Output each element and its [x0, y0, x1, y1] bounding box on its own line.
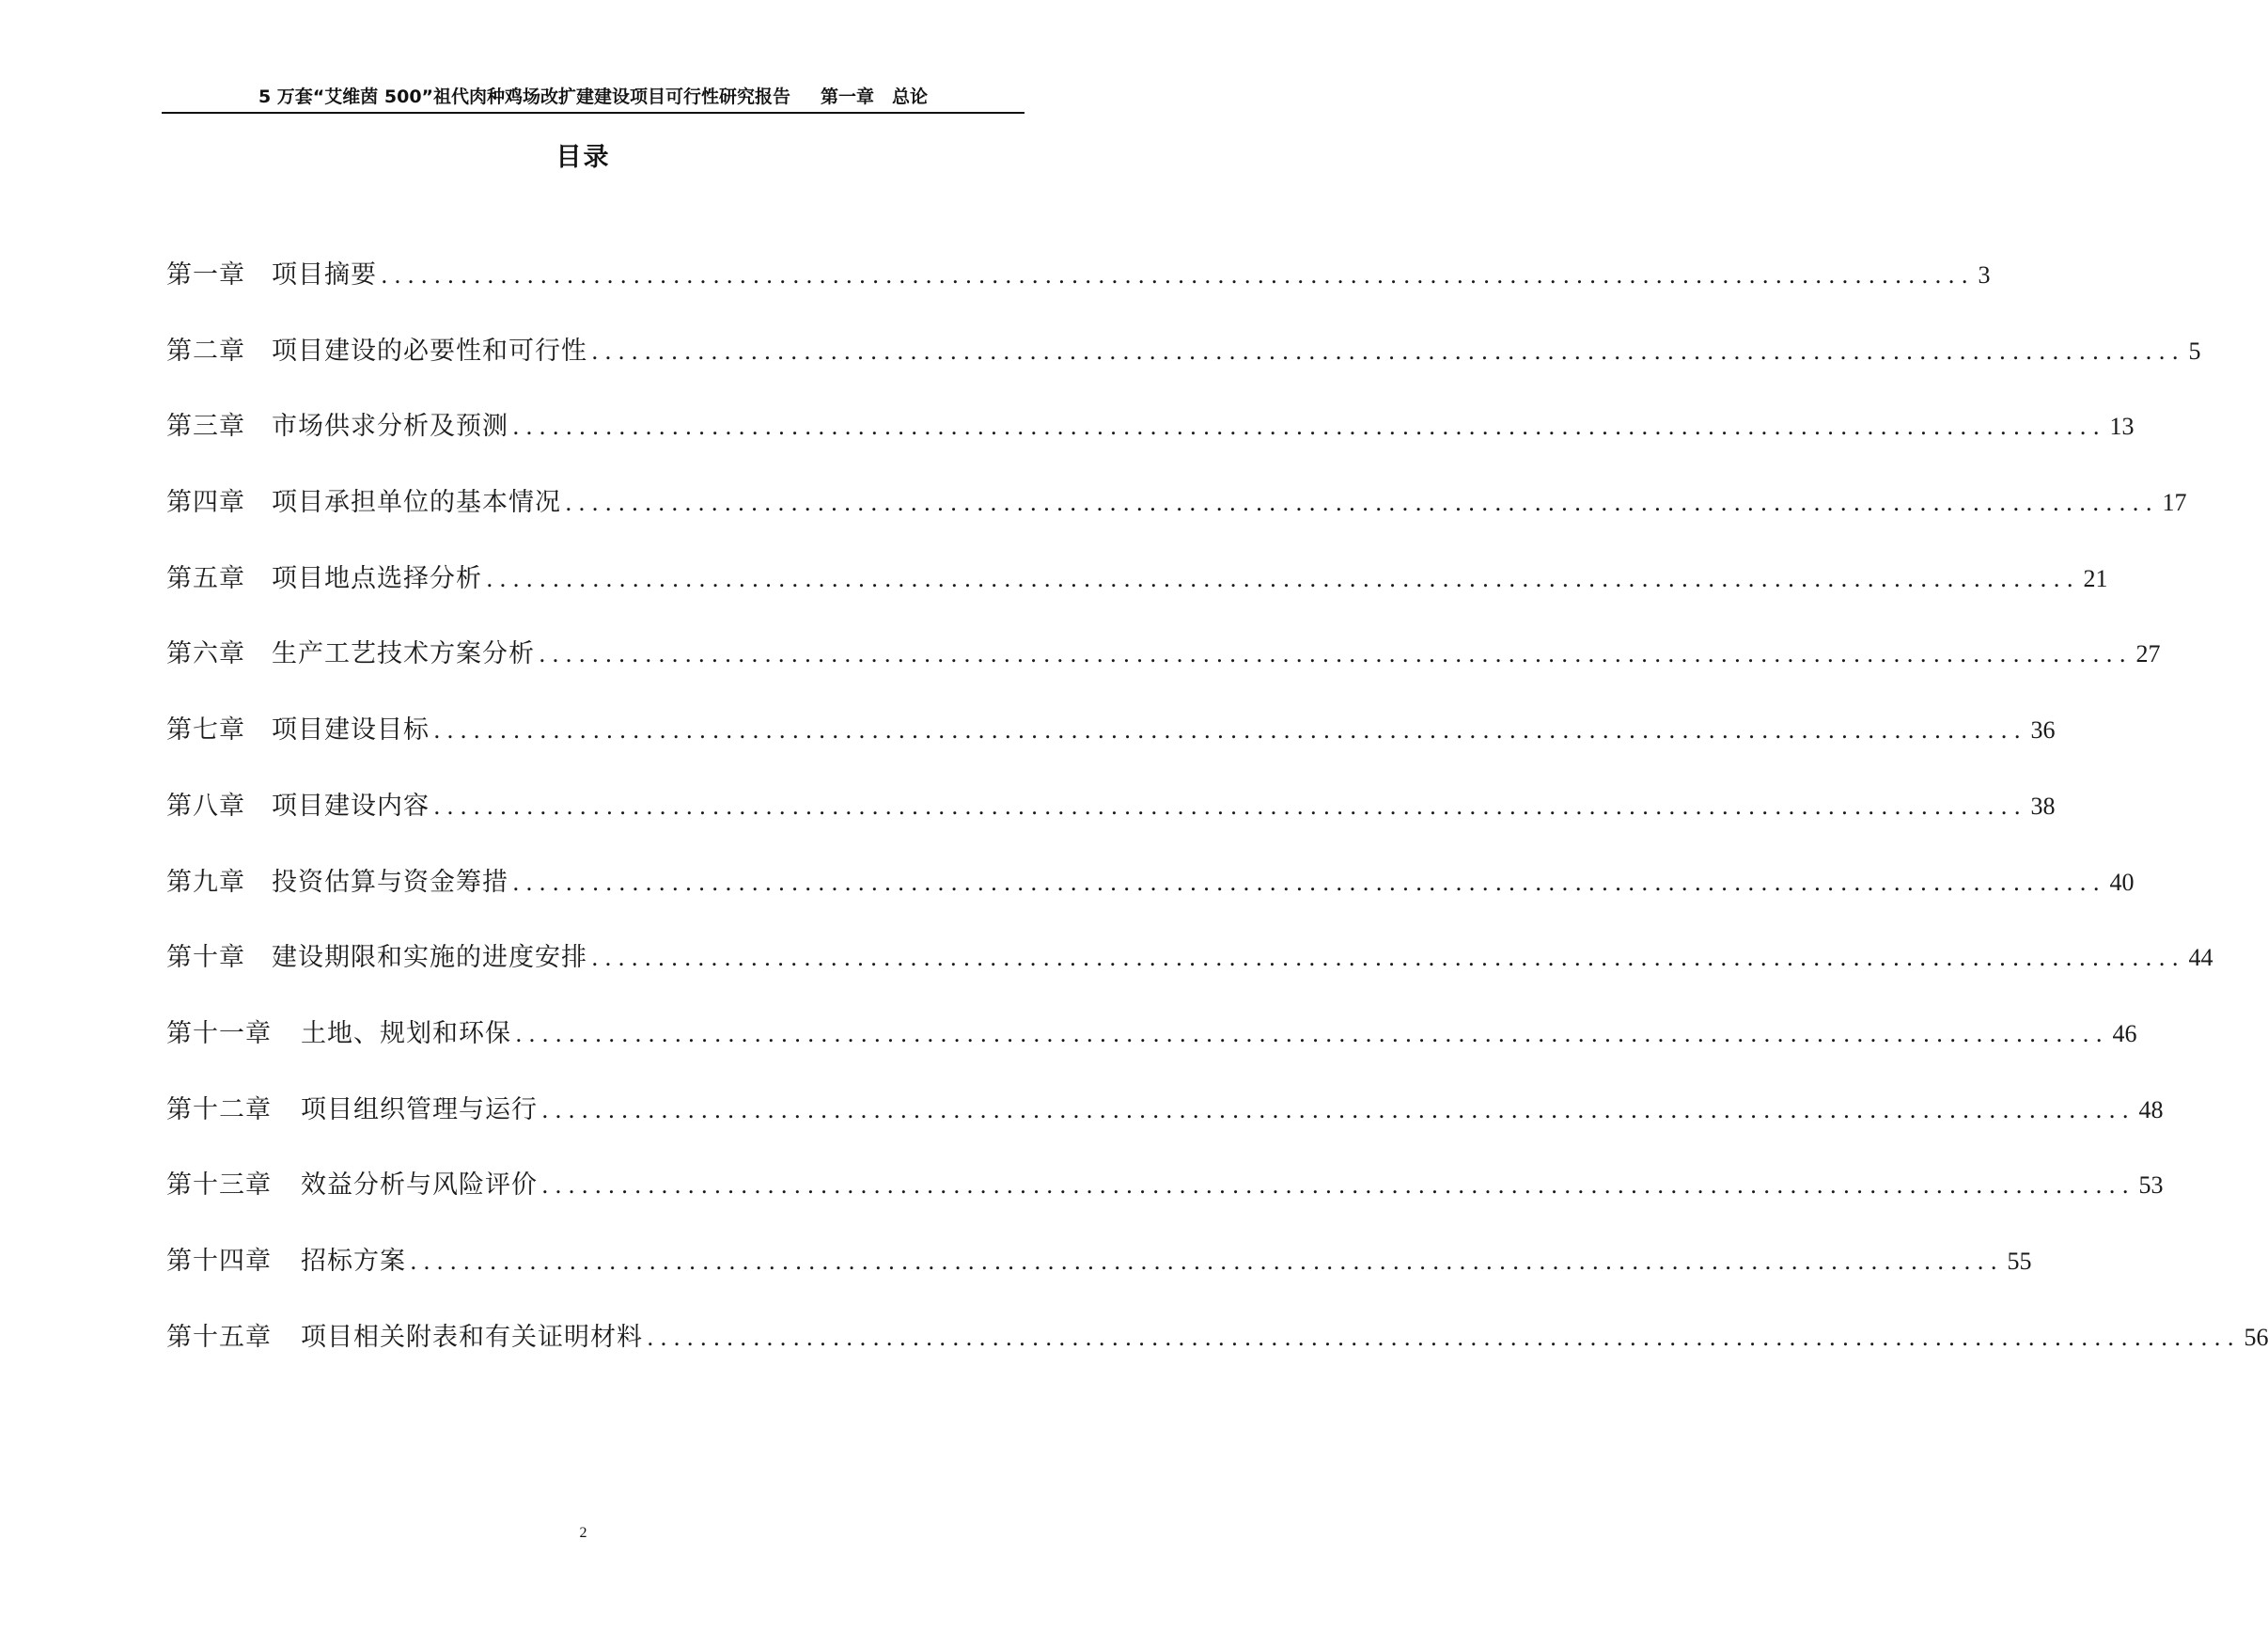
toc-entry-leader: ........................................................................................................................: [565, 490, 2159, 517]
toc-entry[interactable]: [166, 1164, 2164, 1240]
toc-entry-title: 项目建设目标: [272, 715, 430, 746]
toc-entry-leader: ........................................................................................................................: [433, 717, 2027, 745]
toc-entry-leader: ........................................................................................................................: [410, 1248, 2004, 1275]
toc-entry[interactable]: [166, 558, 2108, 634]
toc-entry-title: 土地、规划和环保: [301, 1018, 511, 1048]
toc-entry-title: 生产工艺技术方案分析: [272, 639, 535, 669]
toc-entry-page: 53: [2138, 1171, 2164, 1200]
toc-entry-leader: ........................................................................................................................: [381, 262, 1975, 289]
toc-entry-page: 5: [2188, 337, 2201, 365]
toc-entry-chapter: 第十章: [166, 943, 245, 973]
toc-entry-chapter: 第三章: [166, 412, 245, 442]
toc-entry-page: 56: [2244, 1323, 2268, 1351]
toc-entry-title: 项目建设的必要性和可行性: [272, 336, 587, 366]
toc-entry-chapter: 第十五章: [166, 1322, 272, 1352]
toc-entry-leader: ........................................................................................................................: [512, 414, 2106, 441]
toc-entry-chapter: 第一章: [166, 260, 245, 290]
toc-entry-page: 17: [2162, 489, 2187, 517]
toc-entry[interactable]: [166, 330, 2201, 406]
toc-entry-leader: ........................................................................................................................: [486, 565, 2080, 592]
toc-entry-page: 48: [2138, 1095, 2164, 1123]
toc-entry-chapter: 第四章: [166, 488, 245, 518]
toc-entry-chapter: 第九章: [166, 867, 245, 897]
toc-entry-chapter: 第二章: [166, 336, 245, 366]
toc-entry-title: 项目承担单位的基本情况: [272, 488, 561, 518]
toc-entry[interactable]: [166, 1013, 2137, 1089]
toc-entry-leader: ........................................................................................................................: [591, 338, 2185, 365]
toc-entry-title: 建设期限和实施的进度安排: [272, 943, 587, 973]
toc-entry-chapter: 第八章: [166, 791, 245, 821]
toc-entry-title: 招标方案: [301, 1246, 406, 1276]
toc-entry[interactable]: [166, 1089, 2164, 1165]
toc-entry[interactable]: [166, 1240, 2032, 1316]
toc-entry-title: 项目地点选择分析: [272, 563, 482, 593]
toc-entry[interactable]: [166, 633, 2161, 709]
toc-entry-page: 3: [1978, 261, 1991, 289]
toc-entry-title: 效益分析与风险评价: [301, 1170, 538, 1201]
toc-entry-page: 21: [2083, 564, 2108, 592]
toc-entry-page: 46: [2112, 1019, 2137, 1047]
toc-entry[interactable]: [166, 785, 2056, 861]
toc-entry-leader: ........................................................................................................................: [515, 1020, 2109, 1047]
toc-entry-page: 44: [2188, 944, 2213, 972]
page-number: 2: [579, 1525, 587, 1541]
toc-entry[interactable]: [166, 481, 2187, 558]
toc-entry-title: 项目相关附表和有关证明材料: [301, 1322, 643, 1352]
toc-entry-page: 27: [2135, 640, 2161, 668]
toc-entry-chapter: 第十三章: [166, 1170, 272, 1201]
toc-entry-leader: ........................................................................................................................: [539, 641, 2133, 668]
toc-entry[interactable]: [166, 254, 1991, 330]
toc-entry-chapter: 第六章: [166, 639, 245, 669]
toc-entry-leader: ........................................................................................................................: [541, 1172, 2135, 1200]
toc-entry-title: 市场供求分析及预测: [272, 412, 508, 442]
running-header: [162, 83, 1025, 111]
toc-entry[interactable]: [166, 709, 2056, 785]
toc-entry-title: 项目建设内容: [272, 791, 430, 821]
toc-entry-chapter: 第七章: [166, 715, 245, 746]
header-report-title: 5 万套“艾维茵 500”祖代肉种鸡场改扩建建设项目可行性研究报告: [258, 86, 791, 107]
toc-entry-leader: ........................................................................................................................: [591, 945, 2185, 972]
toc-entry[interactable]: [166, 936, 2213, 1013]
toc-entry-chapter: 第五章: [166, 563, 245, 593]
toc-entry-chapter: 第十四章: [166, 1246, 272, 1276]
toc-heading: 目录: [555, 143, 611, 172]
toc-entry-leader: ........................................................................................................................: [541, 1096, 2135, 1123]
toc-entry-page: 40: [2109, 868, 2135, 896]
toc-entry-chapter: 第十二章: [166, 1094, 272, 1124]
toc-entry-page: 38: [2030, 792, 2056, 820]
toc-entry[interactable]: [166, 861, 2135, 937]
toc-entry-title: 项目组织管理与运行: [301, 1094, 538, 1124]
toc-entry-chapter: 第十一章: [166, 1018, 272, 1048]
toc-list: [166, 254, 2268, 1391]
toc-entry-title: 项目摘要: [272, 260, 377, 290]
toc-entry-page: 13: [2109, 413, 2135, 441]
toc-entry-leader: ........................................................................................................................: [512, 869, 2106, 896]
toc-entry[interactable]: [166, 405, 2135, 481]
toc-entry-title: 投资估算与资金筹措: [272, 867, 508, 897]
toc-entry-leader: ........................................................................................................................: [433, 793, 2027, 820]
toc-entry-leader: ........................................................................................................................: [647, 1324, 2241, 1351]
header-divider: [162, 112, 1025, 114]
toc-entry-page: 36: [2030, 716, 2056, 745]
toc-entry-page: 55: [2007, 1247, 2032, 1275]
header-chapter-label: 第一章 总论: [821, 86, 929, 107]
toc-entry[interactable]: [166, 1316, 2268, 1392]
